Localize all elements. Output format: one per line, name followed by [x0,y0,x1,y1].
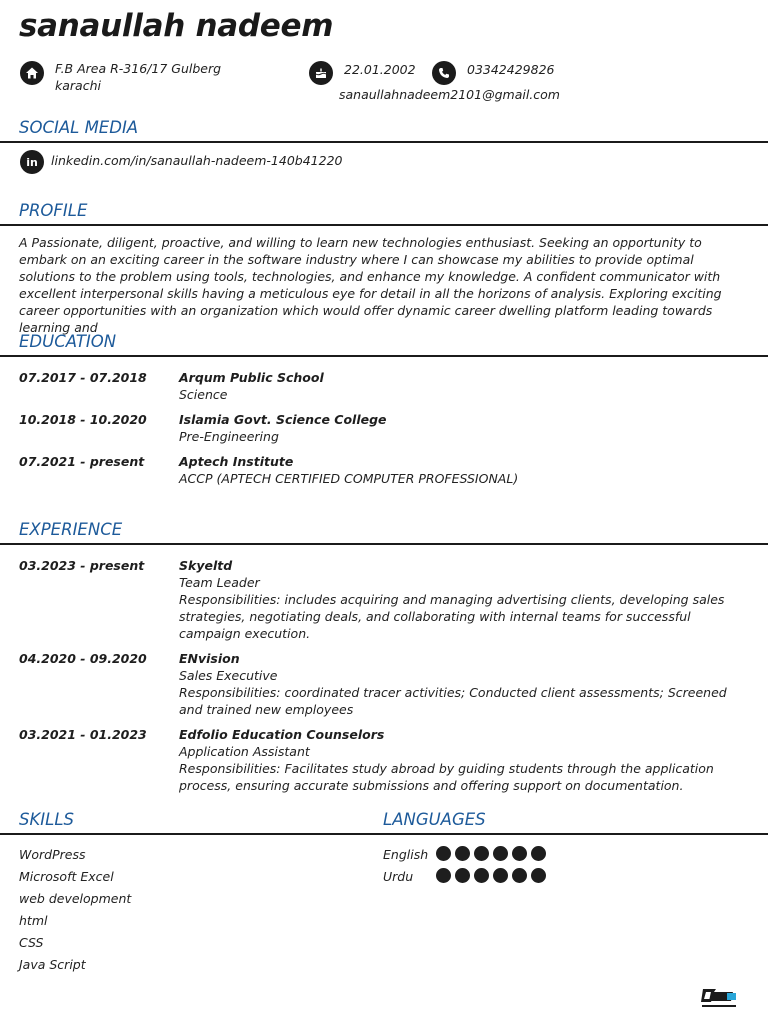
skill-item: html [19,913,48,928]
education-dates: 07.2017 - 07.2018 [19,370,147,385]
linkedin-icon: in [20,150,44,174]
language-level-dot [474,846,489,861]
section-heading-languages: LANGUAGES [383,810,486,829]
section-heading-education: EDUCATION [19,332,117,351]
date-of-birth: 22.01.2002 [344,62,416,77]
language-level-dot [474,868,489,883]
section-heading-experience: EXPERIENCE [19,520,123,539]
education-dates: 07.2021 - present [19,454,145,469]
experience-dates: 03.2021 - 01.2023 [19,727,147,742]
linkedin-url[interactable]: linkedin.com/in/sanaullah-nadeem-140b41220 [51,153,343,168]
section-heading-profile: PROFILE [19,201,88,220]
education-institution: Aptech Institute [179,454,294,469]
experience-company: Edfolio Education Counselors [179,727,385,742]
section-heading-social-media: SOCIAL MEDIA [19,118,139,137]
language-level-dots [436,846,546,861]
language-level-dot [455,868,470,883]
language-name: Urdu [383,869,414,884]
section-divider [0,141,768,143]
phone-icon [432,61,456,85]
education-field: Science [179,387,228,402]
language-level-dots [436,868,546,883]
education-institution: Islamia Govt. Science College [179,412,387,427]
skill-item: CSS [19,935,44,950]
experience-role: Application Assistant [179,744,310,759]
experience-description: Responsibilities: includes acquiring and managing advertising clients, developing sales strategies, negotiating deals, and collaborating with internal teams for successful campaign execution. [179,592,725,641]
phone-number: 03342429826 [467,62,555,77]
home-icon [20,61,44,85]
experience-company: ENvision [179,651,240,666]
experience-description: Responsibilities: coordinated tracer activities; Conducted client assessments; Screened and trained new employees [179,685,727,717]
language-level-dot [493,846,508,861]
section-divider [383,833,768,835]
education-entry [179,411,744,445]
language-level-dot [436,846,451,861]
experience-dates: 04.2020 - 09.2020 [19,651,147,666]
email-address: sanaullahnadeem2101@gmail.com [339,87,560,102]
education-dates: 10.2018 - 10.2020 [19,412,147,427]
language-level-dot [531,868,546,883]
education-institution: Arqum Public School [179,370,324,385]
education-field: ACCP (APTECH CERTIFIED COMPUTER PROFESSIONAL) [179,471,519,486]
language-level-dot [455,846,470,861]
education-entry [179,369,744,403]
language-level-dot [531,846,546,861]
language-level-dot [493,868,508,883]
section-divider [0,355,768,357]
experience-company: Skyeltd [179,558,233,573]
section-divider [0,833,383,835]
skill-item: Java Script [19,957,86,972]
experience-dates: 03.2023 - present [19,558,145,573]
skill-item: web development [19,891,132,906]
language-level-dot [436,868,451,883]
address-line-1: F.B Area R-316/17 Gulberg [55,61,222,76]
experience-entry [179,726,744,794]
profile-text: A Passionate, diligent, proactive, and willing to learn new technologies enthusiast. Seeking an opportunity to embark on an exciting career in the software industry where I can showcase my abilities to provide optimal solutions to the problem using tools, technologies, and enhance my knowledge. A confident communicator with excellent interpersonal skills having a meticulous eye for detail in all the horizons of analysis. Exploring exciting career opportunities with an organization which would offer dynamic career dwelling platform leading towards learning and [19,235,722,335]
language-level-dot [512,846,527,861]
language-name: English [383,847,429,862]
education-entry [179,453,744,487]
address-line-2: karachi [55,78,101,93]
language-level-dot [512,868,527,883]
experience-role: Team Leader [179,575,260,590]
experience-description: Responsibilities: Facilitates study abroad by guiding students through the application process, ensuring accurate submissions and offering support on documentation. [179,761,714,793]
skill-item: WordPress [19,847,86,862]
craft-cv-logo [700,987,738,1011]
section-divider [0,224,768,226]
experience-role: Sales Executive [179,668,278,683]
birthday-cake-icon [309,61,333,85]
experience-entry [179,557,744,642]
skill-item: Microsoft Excel [19,869,114,884]
education-field: Pre-Engineering [179,429,279,444]
experience-entry [179,650,744,718]
section-heading-skills: SKILLS [19,810,75,829]
section-divider [0,543,768,545]
candidate-name: sanaullah nadeem [19,8,334,44]
